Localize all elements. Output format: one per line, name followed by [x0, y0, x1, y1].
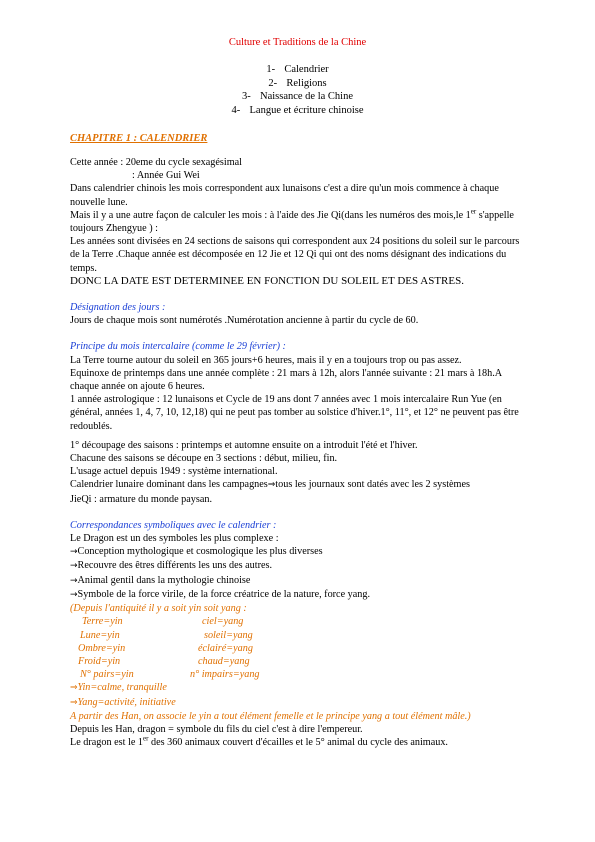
yin-yang-pairs [70, 615, 525, 681]
double-arrow-icon: ⇒ [267, 480, 276, 491]
paragraph: Cette année : 20eme du cycle sexagésimal [70, 157, 242, 168]
paragraph: JieQi : armature du monde paysan. [70, 493, 213, 505]
paragraph: Depuis les Han, dragon = symbole du fils du ciel c'est à dire l'empereur. [70, 723, 363, 735]
toc-item: 2- Religions [268, 77, 327, 89]
list-item: →Animal gentil dans la mythologie chinoise [70, 574, 251, 586]
paragraph: Chacune des saisons se découpe en 3 sections : début, milieu, fin. [70, 453, 338, 465]
paragraph: ⇒Yin=calme, tranquille [70, 682, 167, 694]
right-arrow-icon: → [70, 589, 78, 600]
list-item: →Recouvre des êtres différents les uns des autres. [70, 560, 272, 572]
section-heading: Désignation des jours : [70, 302, 166, 314]
pair-row: Lune=yin soleil=yang [80, 629, 253, 641]
paragraph: L'usage actuel depuis 1949 : système international. [70, 466, 278, 478]
toc-item: 1- Calendrier [266, 64, 329, 75]
paragraph: 1 année astrologique : 12 lunaisons et Cycle de 19 ans dont 7 années avec 1 mois intercalaire Run Yue (en général, années 1, 4, 7, 10, 12,18) qui ne peut pas tomber au solstice d'hiver.1°, 11°, et 12° ne peuvent pas être redoublés. [70, 394, 519, 432]
paragraph: : Année Gui Wei [132, 170, 200, 182]
double-arrow-icon: ⇒ [70, 697, 78, 708]
paragraph: Dans calendrier chinois les mois correspondent aux lunaisons c'est a dire qu'un mois commence à chaque nouvelle lune. [70, 183, 499, 208]
paragraph: A partir des Han, on associe le yin a tout élément femelle et le principe yang a tout élément mâle.) [70, 710, 471, 722]
pair-row: N° pairs=yin n° impairs=yang [80, 669, 260, 681]
paragraph: 1° découpage des saisons : printemps et automne ensuite on a introduit l'été et l'hiver. [70, 439, 418, 451]
paragraph: Equinoxe de printemps dans une année complète : 21 mars à 12h, alors l'année suivante : 21 mars à 18h.A chaque année on ajoute 6 heures. [70, 367, 502, 393]
pair-row: Ombre=yin éclairé=yang [78, 642, 253, 654]
section-heading: Principe du mois intercalaire (comme le 29 février) : [70, 341, 286, 353]
paragraph: Mais il y a une autre façon de calculer les mois : à l'aide des Jie Qi(dans les numéros des mois,le 1er s'appelle toujours Zhengyue ) : [70, 207, 514, 235]
paragraph: Les années sont divisées en 24 sections de saisons qui correspondent aux 24 positions du soleil sur le parcours de la Terre .Chaque année est décomposée en 12 Jie et 12 Qi qui ont des noms désignant des indications du temps. [70, 236, 520, 274]
paragraph: La Terre tourne autour du soleil en 365 jours+6 heures, mais il y en a toujours trop ou pas assez. [70, 354, 462, 366]
table-of-contents [0, 63, 595, 117]
list-item: →Symbole de la force virile, de la force créatrice de la nature, force yang. [70, 588, 370, 600]
right-arrow-icon: → [70, 575, 78, 586]
section-heading: Correspondances symboliques avec le calendrier : [70, 519, 277, 531]
paragraph: Le Dragon est un des symboles les plus complexe : [70, 533, 279, 545]
document-body [70, 156, 525, 749]
pair-row: Terre=yin ciel=yang [82, 616, 244, 628]
paragraph: Jours de chaque mois sont numérotés .Numérotation ancienne à partir du cycle de 60. [70, 315, 419, 327]
paragraph: (Depuis l'antiquité il y a soit yin soit yang : [70, 603, 247, 615]
paragraph: DONC LA DATE EST DETERMINEE EN FONCTION DU SOLEIL ET DES ASTRES. [70, 274, 464, 287]
paragraph: Le dragon est le 1er des 360 animaux couvert d'écailles et le 5° animal du cycle des animaux. [70, 734, 448, 749]
double-arrow-icon: ⇒ [70, 683, 78, 694]
pair-row: Froid=yin chaud=yang [78, 655, 250, 667]
chapter-heading: CHAPITRE 1 : CALENDRIER [70, 133, 208, 144]
paragraph: ⇒Yang=activité, initiative [70, 696, 176, 708]
toc-item: 4- Langue et écriture chinoise [231, 104, 364, 116]
right-arrow-icon: → [70, 547, 78, 558]
list-item: →Conception mythologique et cosmologique les plus diverses [70, 546, 323, 558]
paragraph: Calendrier lunaire dominant dans les campagnes⇒tous les journaux sont datés avec les 2 systèmes [70, 479, 470, 491]
toc-item: 3- Naissance de la Chine [241, 91, 353, 102]
document-title: Culture et Traditions de la Chine [228, 37, 367, 48]
right-arrow-icon: → [70, 561, 78, 572]
